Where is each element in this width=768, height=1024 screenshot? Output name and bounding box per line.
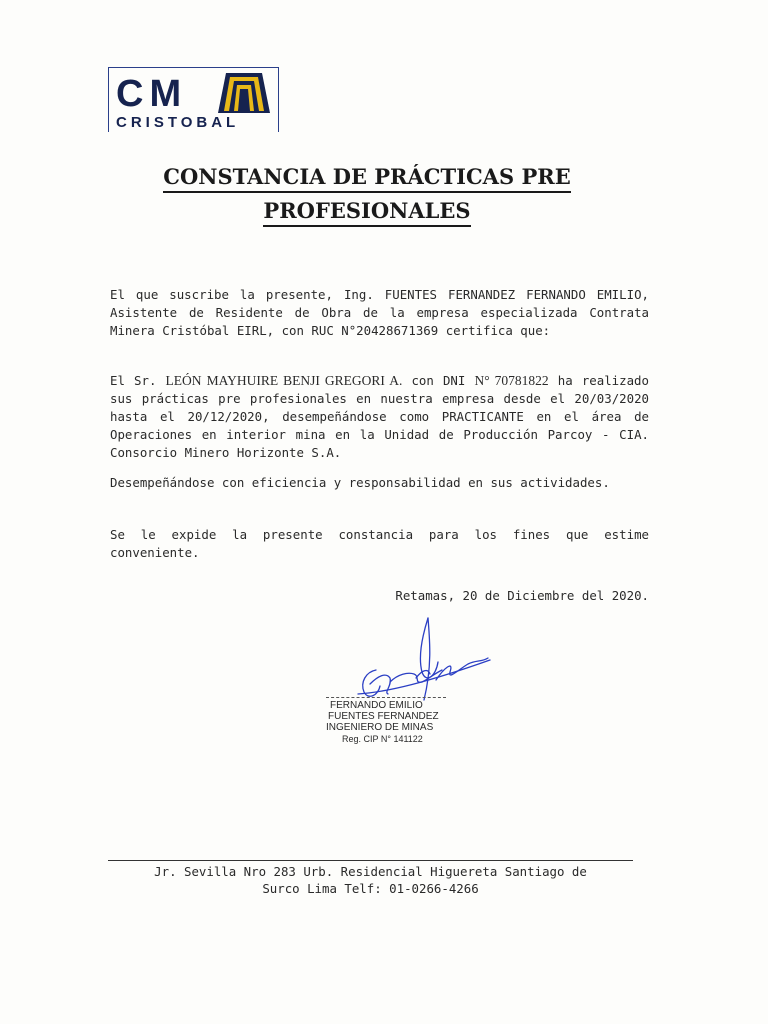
stamp-registration: Reg. CIP N° 141122 [342, 734, 423, 744]
intern-name: LEÓN MAYHUIRE BENJI GREGORI A. [165, 373, 403, 388]
signature-stamp [322, 697, 462, 747]
signature-line [326, 697, 446, 698]
intro-text: El Sr. [110, 373, 157, 388]
stamp-title: INGENIERO DE MINAS [326, 722, 434, 733]
con-dni-text: con DNI [411, 373, 466, 388]
footer-divider [108, 860, 633, 861]
paragraph-certification [110, 372, 649, 462]
company-logo [108, 67, 280, 133]
stamp-last-names: FUENTES FERNANDEZ [328, 711, 439, 722]
dni-number: N° 70781822 [474, 373, 549, 388]
handwritten-signature [318, 612, 498, 710]
footer-line1: Jr. Sevilla Nro 283 Urb. Residencial Higuereta Santiago de [154, 864, 587, 879]
issue-date: Retamas, 20 de Diciembre del 2020. [395, 588, 649, 603]
footer-line2: Surco Lima Telf: 01-0266-4266 [262, 881, 479, 896]
document-title-line1 [0, 164, 734, 189]
mine-tunnel-icon [216, 71, 272, 115]
paragraph-performance: Desempeñándose con eficiencia y responsabilidad en sus actividades. [110, 475, 610, 490]
logo-brand-text: CM [116, 73, 188, 115]
paragraph-signatory: El que suscribe la presente, Ing. FUENTES FERNANDEZ FERNANDO EMILIO, Asistente de Residente de Obra de la empresa especializada Contrata Minera Cristóbal EIRL, con RUC N°20428671369 certifica que: [110, 287, 649, 338]
title-line1-text: CONSTANCIA DE PRÁCTICAS PRE [163, 164, 570, 193]
logo-subtitle: CRISTOBAL [116, 114, 240, 131]
footer-address [108, 863, 633, 897]
stamp-first-names: FERNANDO EMILIO [330, 700, 423, 711]
document-title-line2 [0, 198, 734, 223]
title-line2-text: PROFESIONALES [263, 198, 470, 227]
paragraph-purpose: Se le expide la presente constancia para los fines que estime conveniente. [110, 527, 649, 560]
certification-text: ha realizado sus prácticas pre profesionales en nuestra empresa desde el 20/03/2020 hasta el 20/12/2020, desempeñándose como PRACTICANTE en el área de Operaciones en interior mina en la Unidad de Producción Parcoy - CIA. Consorcio Minero Horizonte S.A. [110, 373, 649, 460]
